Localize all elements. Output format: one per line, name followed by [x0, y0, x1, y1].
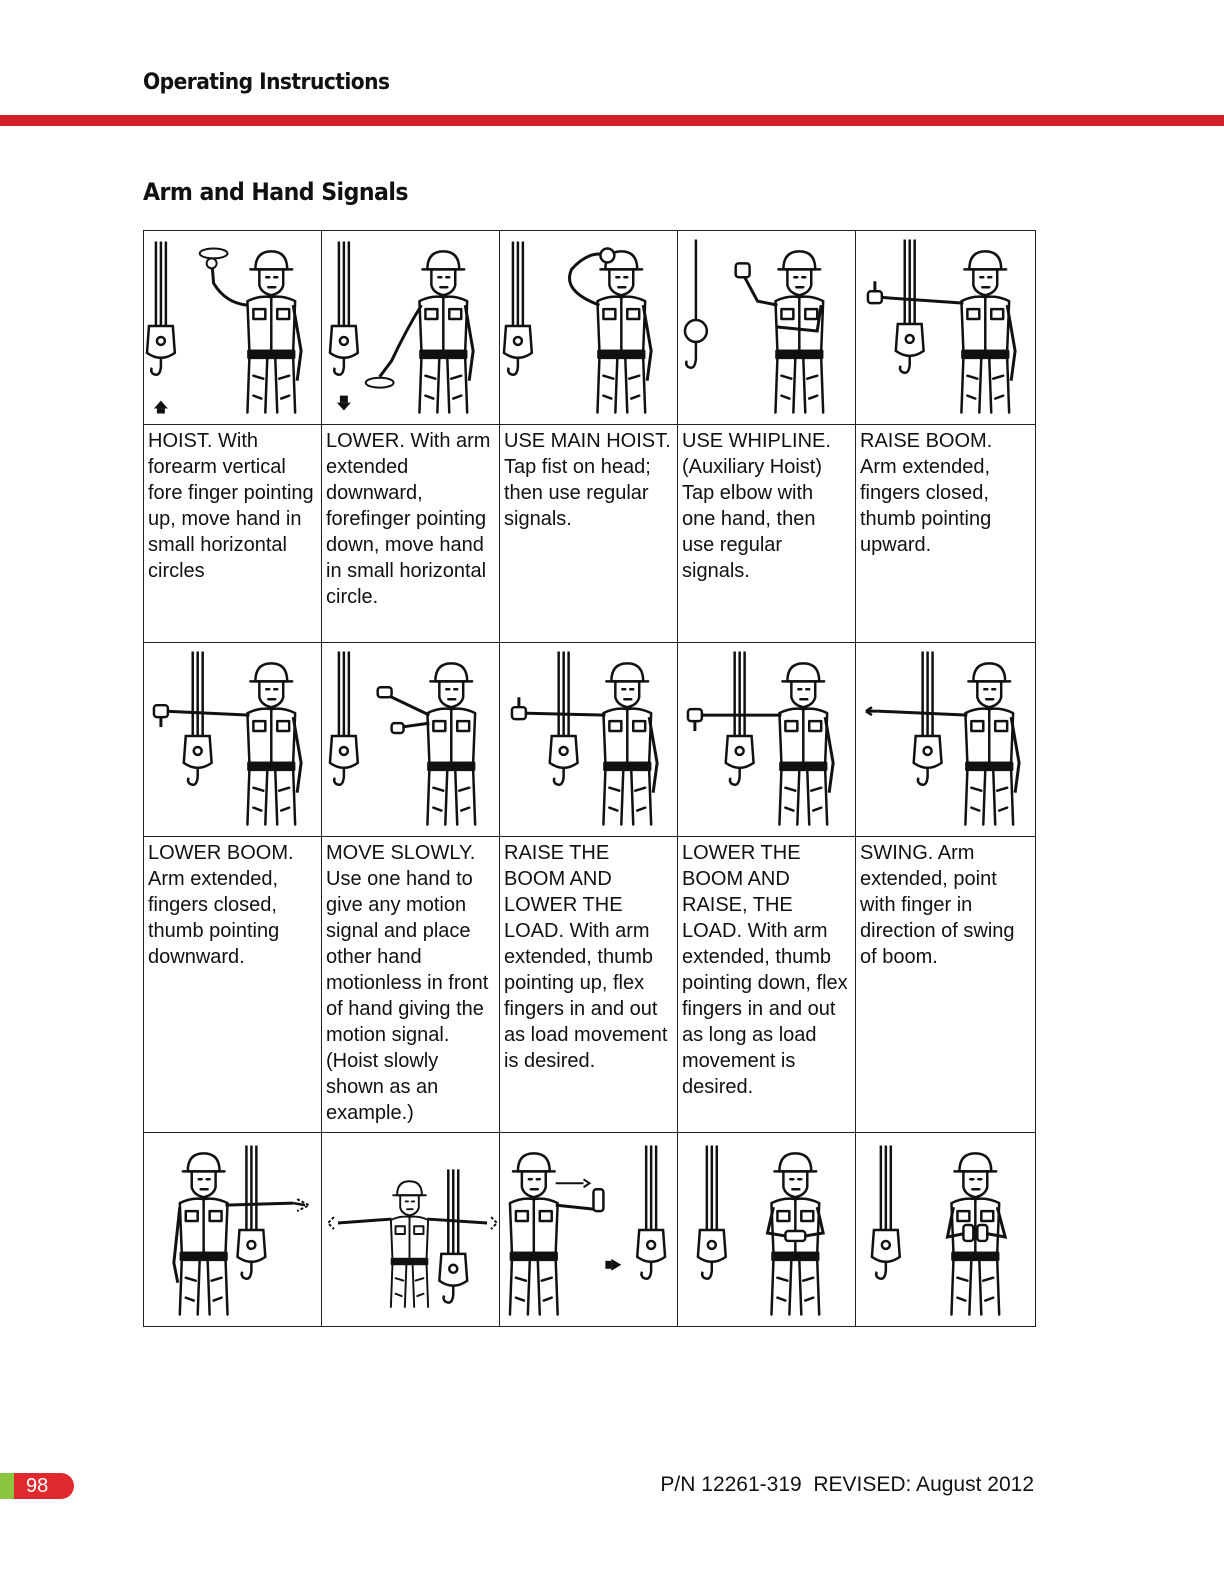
- lower-boom-description: LOWER BOOM. Arm extended, fingers closed, thumb pointing downward.: [144, 837, 322, 1133]
- section-title: Arm and Hand Signals: [143, 178, 408, 206]
- down-arrow-icon: [337, 403, 351, 411]
- raise-boom-lower-load-description: RAISE THE BOOM AND LOWER THE LOAD. With arm extended, thumb pointing up, flex fingers in and out as load movement is desired.: [500, 837, 678, 1133]
- hoist-illustration: [144, 231, 322, 425]
- lower-description: LOWER. With arm extended downward, forefinger pointing down, move hand in small horizontal circle.: [322, 425, 500, 643]
- page-header-title: Operating Instructions: [143, 70, 390, 95]
- lower-boom-illustration: [144, 643, 322, 837]
- page-number-badge: [0, 1473, 74, 1499]
- use-whipline-illustration: [678, 231, 856, 425]
- header-red-rule: [0, 115, 1224, 126]
- swing-description: SWING. Arm extended, point with finger in direction of swing of boom.: [856, 837, 1036, 1133]
- page-number: 98: [26, 1475, 49, 1497]
- lower-illustration: [322, 231, 500, 425]
- footer-part-number: P/N 12261-319 REVISED: August 2012: [660, 1473, 1034, 1496]
- lower-boom-raise-load-illustration: [678, 643, 856, 837]
- dog-everything-illustration: [678, 1133, 856, 1327]
- travel-illustration: [500, 1133, 678, 1327]
- swing-illustration: [856, 643, 1036, 837]
- hoist-description: HOIST. With forearm vertical fore finger pointing up, move hand in small horizontal circles: [144, 425, 322, 643]
- use-whipline-description: USE WHIPLINE. (Auxiliary Hoist) Tap elbow with one hand, then use regular signals.: [678, 425, 856, 643]
- signals-table: [143, 230, 1036, 1327]
- right-arrow-icon: [611, 1259, 621, 1271]
- move-slowly-description: MOVE SLOWLY. Use one hand to give any motion signal and place other hand motionless in front of hand giving the motion signal. (Hoist slowly shown as an example.): [322, 837, 500, 1133]
- raise-boom-illustration: [856, 231, 1036, 425]
- swing-side-illustration: [144, 1133, 322, 1327]
- badge-green-tab: [0, 1473, 14, 1499]
- up-arrow-icon: [154, 401, 168, 409]
- stop-illustration: [322, 1133, 500, 1327]
- lower-boom-raise-load-description: LOWER THE BOOM AND RAISE, THE LOAD. With arm extended, thumb pointing down, flex fingers in and out as long as load movement is desired.: [678, 837, 856, 1133]
- use-main-hoist-illustration: [500, 231, 678, 425]
- extend-boom-illustration: [856, 1133, 1036, 1327]
- raise-boom-lower-load-illustration: [500, 643, 678, 837]
- raise-boom-description: RAISE BOOM. Arm extended, fingers closed, thumb pointing upward.: [856, 425, 1036, 643]
- move-slowly-illustration: [322, 643, 500, 837]
- use-main-hoist-description: USE MAIN HOIST. Tap fist on head; then use regular signals.: [500, 425, 678, 643]
